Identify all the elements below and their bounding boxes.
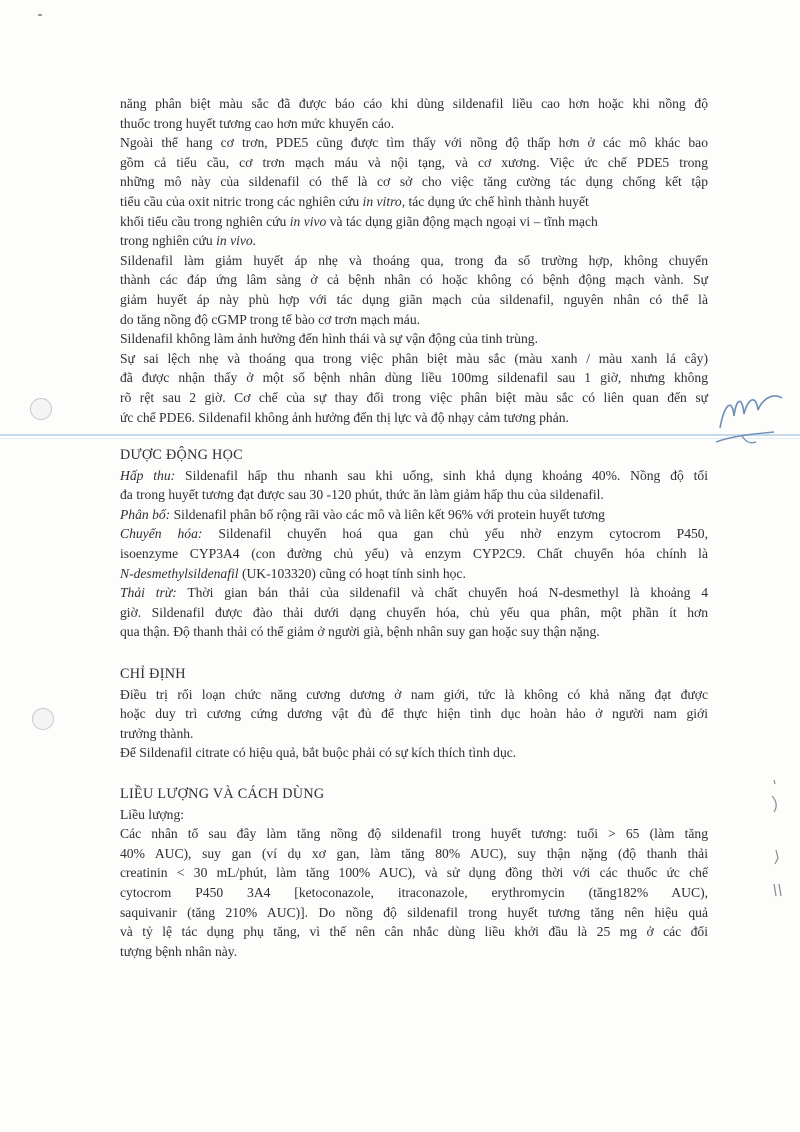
text-line: cytocrom P450 3A4 [ketoconazole, itraconazole, erythromycin (tăng182% AUC), — [120, 884, 708, 900]
text-line: giảm huyết áp này phù hợp với tác dụng giãn mạch của sildenafil, nguyên nhân có thể là — [120, 291, 708, 307]
section-heading: LIỀU LƯỢNG VÀ CÁCH DÙNG — [120, 786, 325, 802]
scan-fold-line-shadow — [0, 438, 800, 439]
scan-fold-line — [0, 434, 800, 436]
text-line: Sự sai lệch nhẹ và thoáng qua trong việc phân biệt màu sắc (màu xanh / màu xanh lá cây) — [120, 350, 708, 366]
text-line — [120, 524, 708, 544]
text-line — [120, 466, 708, 486]
punch-hole-bottom — [32, 708, 54, 730]
text-line: và tỷ lệ tác dụng phụ tăng, vì thế nên cân nhắc dùng liều khởi đầu là 25 mg ở các đối — [120, 924, 708, 940]
text-line: giờ. Sildenafil được đào thải dưới dạng chuyển hóa, chủ yếu qua phân, một phần ít hơn — [120, 604, 708, 620]
page-corner-mark — [38, 14, 42, 16]
text-line: đã được nhận thấy ở một số bệnh nhân dùng liều 100mg sildenafil sau 1 giờ, nhưng không — [120, 370, 708, 386]
intro-section — [120, 94, 708, 427]
subsection-label: Thải trừ: — [120, 585, 177, 601]
text-line: ức chế PDE6. Sildenafil không ảnh hưởng đến thị lực và độ nhạy cảm tương phản. — [120, 409, 569, 425]
text-line: tượng bệnh nhân này. — [120, 943, 238, 959]
text-line — [120, 583, 708, 603]
text-line: Sildenafil làm giảm huyết áp nhẹ và thoáng qua, trong đa số trường hợp, không chuyển — [120, 252, 708, 268]
text-span: Sildenafil hấp thu nhanh sau khi uống, sinh khả dụng khoảng 40%. Nồng độ tối — [175, 467, 708, 483]
text-line: hoặc duy trì cương cứng dương vật đủ để thực hiện tình dục hoàn hảo ở người nam giới — [120, 706, 708, 722]
text-line: Sildenafil không làm ảnh hưởng đến hình thái và sự vận động của tinh trùng. — [120, 331, 538, 347]
text-span: Sildenafil chuyển hoá qua gan chủ yếu nhờ enzym cytocrom P450, — [202, 526, 708, 542]
text-line: năng phân biệt màu sắc đã được báo cáo khi dùng sildenafil liều cao hơn hoặc khi nồng độ — [120, 96, 708, 111]
text-line: Ngoài thể hang cơ trơn, PDE5 cũng được tìm thấy với nồng độ thấp hơn ở các mô khác bao — [120, 135, 708, 151]
text-line: trưởng thành. — [120, 725, 194, 741]
text-span: (UK-103320) cũng có hoạt tính sinh học. — [238, 565, 466, 581]
subsection-heading: Liều lượng: — [120, 806, 185, 822]
italic-term: in vivo. — [216, 233, 257, 249]
text-line: creatinin < 30 mL/phút, làm tăng 100% AUC), và sử dụng đồng thời với các thuốc ức chế — [120, 865, 708, 881]
text-line — [120, 212, 708, 232]
handwritten-signature — [712, 376, 792, 456]
punch-hole-top — [30, 398, 52, 420]
text-line: những mô này của sildenafil có thể là cơ sở cho việc tăng cường tác dụng chống kết tập — [120, 174, 708, 190]
section-heading: CHỈ ĐỊNH — [120, 666, 186, 682]
text-span: khối tiểu cầu trong nghiên cứu — [120, 213, 287, 229]
text-line: thành các đáp ứng lâm sàng ở cả bệnh nhân có hoặc không có bệnh động mạch vành. Sự — [120, 272, 708, 288]
italic-term: N-desmethylsildenafil — [120, 565, 239, 581]
text-line: saquivanir (tăng 210% AUC)]. Do nồng độ sildenafil trong huyết tương tăng nên hiệu quả — [120, 904, 708, 920]
text-line: isoenzyme CYP3A4 (con đường chủ yếu) và enzym CYP2C9. Chất chuyển hóa chính là — [120, 545, 708, 561]
subsection-label: Hấp thu: — [120, 467, 176, 483]
text-line: gồm cả tiểu cầu, cơ trơn mạch máu và nội tạng, và cơ xương. Việc ức chế PDE5 trong — [120, 154, 708, 170]
text-line — [120, 505, 708, 525]
section-heading: DƯỢC ĐỘNG HỌC — [120, 447, 243, 463]
text-line: rõ rệt sau 2 giờ. Cơ chế của sự thay đổi trong việc phân biệt màu sắc có liên quan đến sự — [120, 389, 708, 405]
italic-term: in vivo — [289, 213, 327, 229]
pharmacokinetics-section — [120, 446, 708, 642]
text-span: tiểu cầu của oxit nitric trong các nghiên cứu — [120, 193, 360, 209]
text-span: Sildenafil phân bố rộng rãi vào các mô và liên kết 96% với protein huyết tương — [170, 506, 605, 522]
text-line — [120, 192, 708, 212]
text-line: Để Sildenafil citrate có hiệu quả, bắt buộc phải có sự kích thích tình dục. — [120, 745, 517, 761]
text-line: đa trong huyết tương đạt được sau 30 -120 phút, thức ăn làm giảm hấp thu của sildenafil. — [120, 487, 604, 503]
italic-term: in vitro — [362, 193, 402, 209]
text-line: Các nhân tố sau đây làm tăng nồng độ sildenafil trong huyết tương: tuổi > 65 (làm tăng — [120, 826, 708, 842]
subsection-label: Phân bố: — [120, 506, 171, 522]
text-span: trong nghiên cứu — [120, 233, 213, 249]
text-span: , tác dụng ức chế hình thành huyết — [401, 193, 589, 209]
indication-section — [120, 665, 708, 763]
text-line — [120, 231, 708, 251]
margin-marks — [760, 776, 790, 906]
text-line: 40% AUC), suy gan (ví dụ xơ gan, làm tăng 80% AUC), suy thận nặng (độ thanh thải — [120, 845, 708, 861]
text-span: Thời gian bán thải của sildenafil và chất chuyển hoá N-desmethyl là khoảng 4 — [176, 585, 708, 601]
text-line: Điều trị rối loạn chức năng cương dương ở nam giới, tức là không có khả năng đạt được — [120, 686, 708, 702]
text-line: qua thận. Độ thanh thải có thể giảm ở người già, bệnh nhân suy gan hoặc suy thận nặng. — [120, 624, 600, 640]
dosage-section — [120, 785, 708, 961]
text-line: do tăng nồng độ cGMP trong tế bào cơ trơn mạch máu. — [120, 311, 421, 327]
text-line — [120, 564, 708, 584]
text-line: thuốc trong huyết tương cao hơn mức khuyến cáo. — [120, 115, 395, 131]
subsection-label: Chuyển hóa: — [120, 526, 203, 542]
text-span: và tác dụng giãn động mạch ngoại vi – tĩnh mạch — [326, 213, 598, 229]
